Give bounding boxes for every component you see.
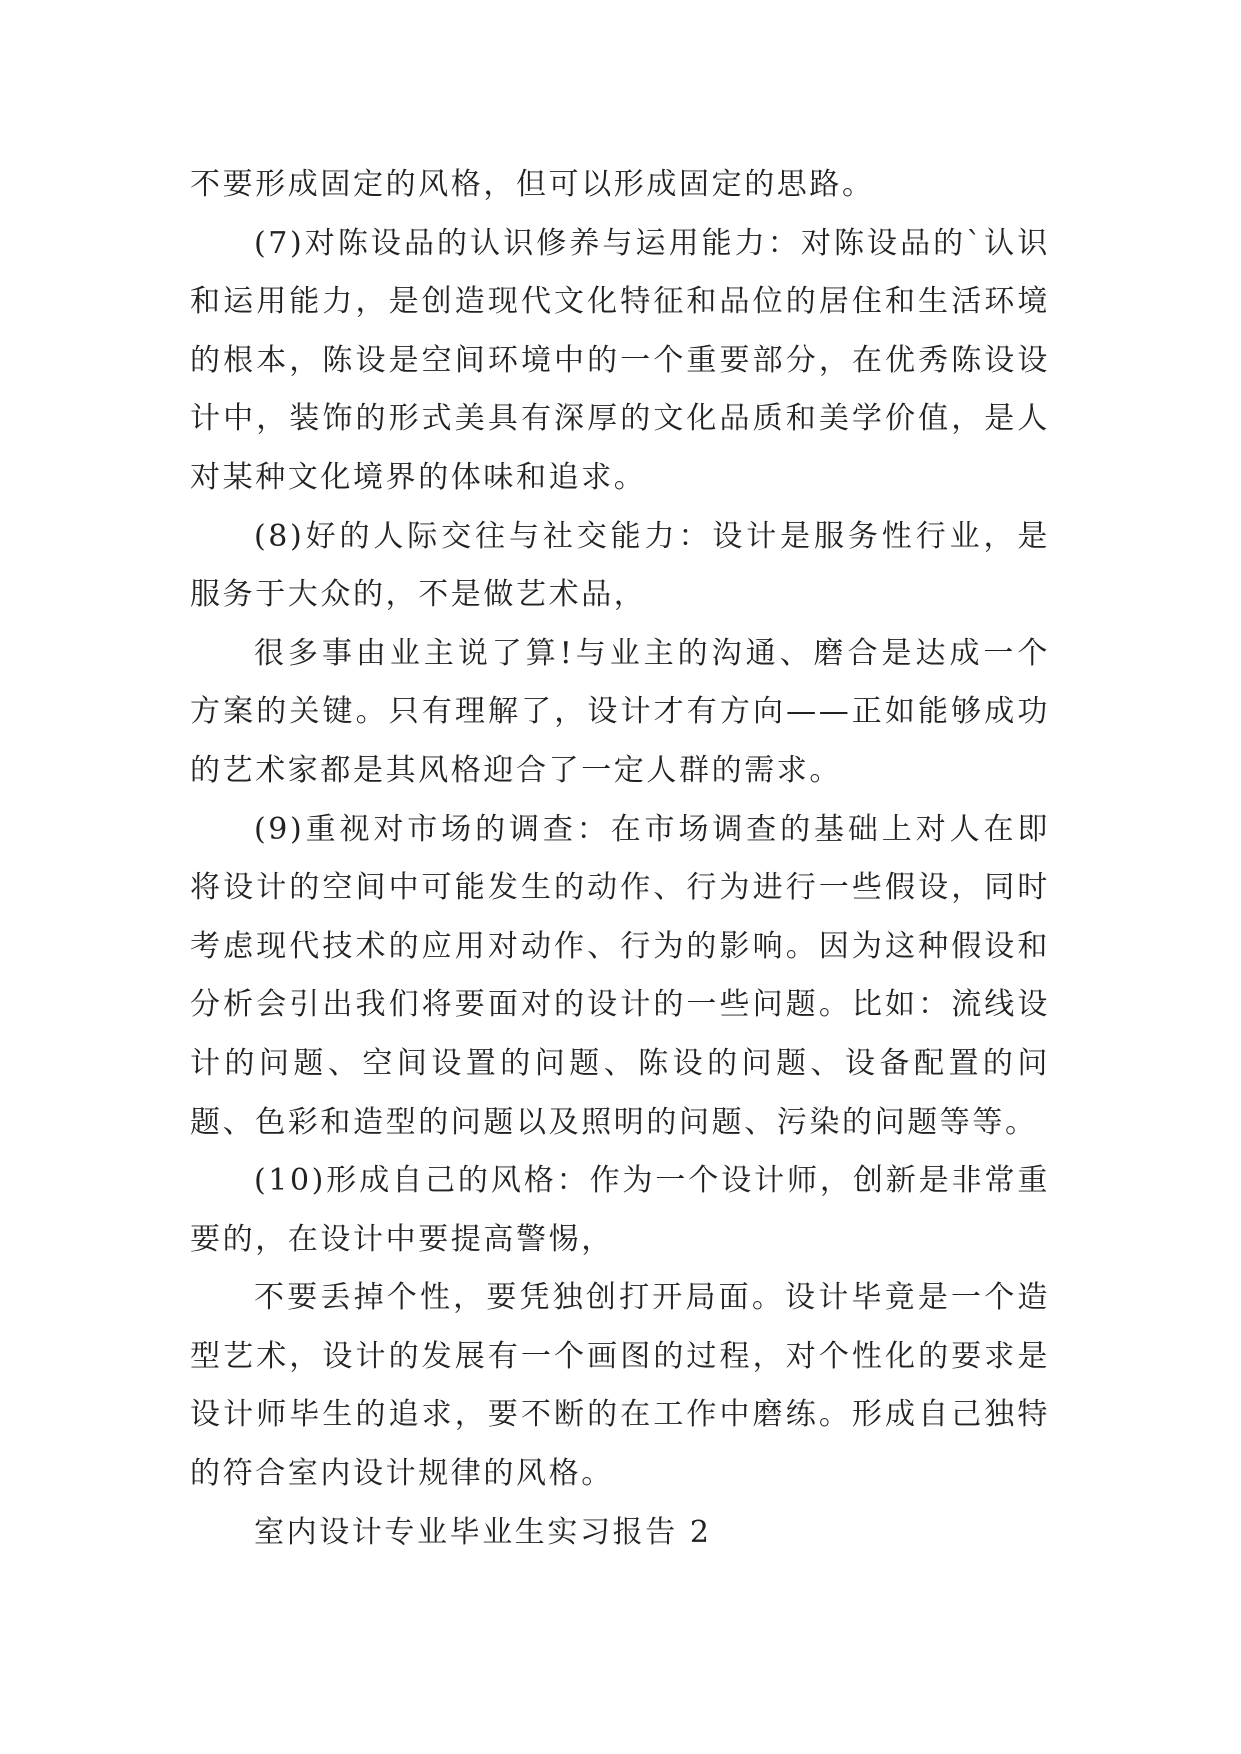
- paragraph-item-10-continued: 不要丢掉个性，要凭独创打开局面。设计毕竟是一个造型艺术，设计的发展有一个画图的过程，对个性化的要求是设计师毕生的追求，要不断的在工作中磨练。形成自己独特的符合室内设计规律的风格。: [190, 1280, 1050, 1492]
- section-heading: 室内设计专业毕业生实习报告 2: [254, 1514, 712, 1550]
- paragraph-continuation: 不要形成固定的风格，但可以形成固定的思路。: [190, 167, 875, 202]
- paragraph-item-8: (8)好的人际交往与社交能力：设计是服务性行业，是服务于大众的，不是做艺术品，: [190, 518, 1050, 613]
- paragraph-item-7: (7)对陈设品的认识修养与运用能力：对陈设品的`认识和运用能力，是创造现代文化特征和品位的居住和生活环境的根本，陈设是空间环境中的一个重要部分，在优秀陈设设计中，装饰的形式美具有深厚的文化品质和美学价值，是人对某种文化境界的体味和追求。: [190, 225, 1050, 495]
- document-body: [190, 156, 1050, 1562]
- paragraph-item-10: (10)形成自己的风格：作为一个设计师，创新是非常重要的，在设计中要提高警惕，: [190, 1163, 1050, 1257]
- paragraph-item-9: (9)重视对市场的调查：在市场调查的基础上对人在即将设计的空间中可能发生的动作、行为进行一些假设，同时考虑现代技术的应用对动作、行为的影响。因为这种假设和分析会引出我们将要面对的设计的一些问题。比如：流线设计的问题、空间设置的问题、陈设的问题、设备配置的问题、色彩和造型的问题以及照明的问题、污染的问题等等。: [190, 811, 1050, 1140]
- paragraph-item-8-continued: 很多事由业主说了算!与业主的沟通、磨合是达成一个方案的关键。只有理解了，设计才有方向——正如能够成功的艺术家都是其风格迎合了一定人群的需求。: [190, 635, 1050, 788]
